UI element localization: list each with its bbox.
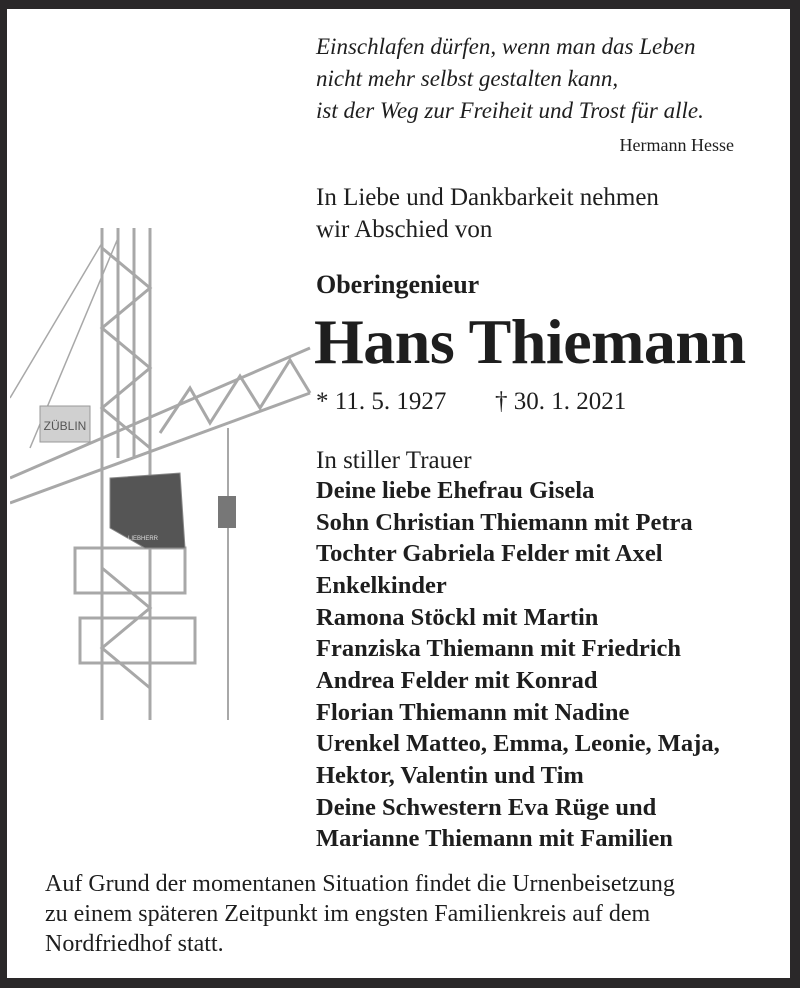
quote-line: Einschlafen dürfen, wenn man das Leben <box>316 34 696 59</box>
footer-line: Auf Grund der momentanen Situation findet die Urnenbeisetzung <box>45 871 675 897</box>
family-line: Sohn Christian Thiemann mit Petra <box>316 509 693 536</box>
family-line: Andrea Felder mit Konrad <box>316 667 598 694</box>
quote-line: nicht mehr selbst gestalten kann, <box>316 66 619 91</box>
quote-line: ist der Weg zur Freiheit und Trost für alle. <box>316 98 704 123</box>
zublin-sign-text: ZÜBLIN <box>43 419 87 433</box>
family-line: Hektor, Valentin und Tim <box>316 762 584 789</box>
family-line: Florian Thiemann mit Nadine <box>316 699 630 726</box>
mourning-label: In stiller Trauer <box>316 447 472 474</box>
intro-line: wir Abschied von <box>316 216 493 243</box>
family-line: Marianne Thiemann mit Familien <box>316 825 673 852</box>
quote-author: Hermann Hesse <box>619 135 734 155</box>
death-date: † 30. 1. 2021 <box>495 388 627 415</box>
deceased-name: Hans Thiemann <box>314 306 746 377</box>
family-line: Ramona Stöckl mit Martin <box>316 604 599 631</box>
footer-line: Nordfriedhof statt. <box>45 931 224 957</box>
family-line: Deine liebe Ehefrau Gisela <box>316 477 595 504</box>
birth-date: * 11. 5. 1927 <box>316 388 447 415</box>
crane-photo <box>10 228 312 720</box>
family-line: Deine Schwestern Eva Rüge und <box>316 794 657 821</box>
deceased-title: Oberingenieur <box>316 270 480 299</box>
hook-block <box>218 496 236 528</box>
family-line: Franziska Thiemann mit Friedrich <box>316 635 681 662</box>
intro-line: In Liebe und Dankbarkeit nehmen <box>316 184 659 211</box>
family-line: Enkelkinder <box>316 572 447 599</box>
cab-label: LIEBHERR <box>128 536 159 542</box>
footer-line: zu einem späteren Zeitpunkt im engsten Familienkreis auf dem <box>45 901 651 927</box>
family-line: Tochter Gabriela Felder mit Axel <box>316 540 663 567</box>
family-line: Urenkel Matteo, Emma, Leonie, Maja, <box>316 730 720 757</box>
